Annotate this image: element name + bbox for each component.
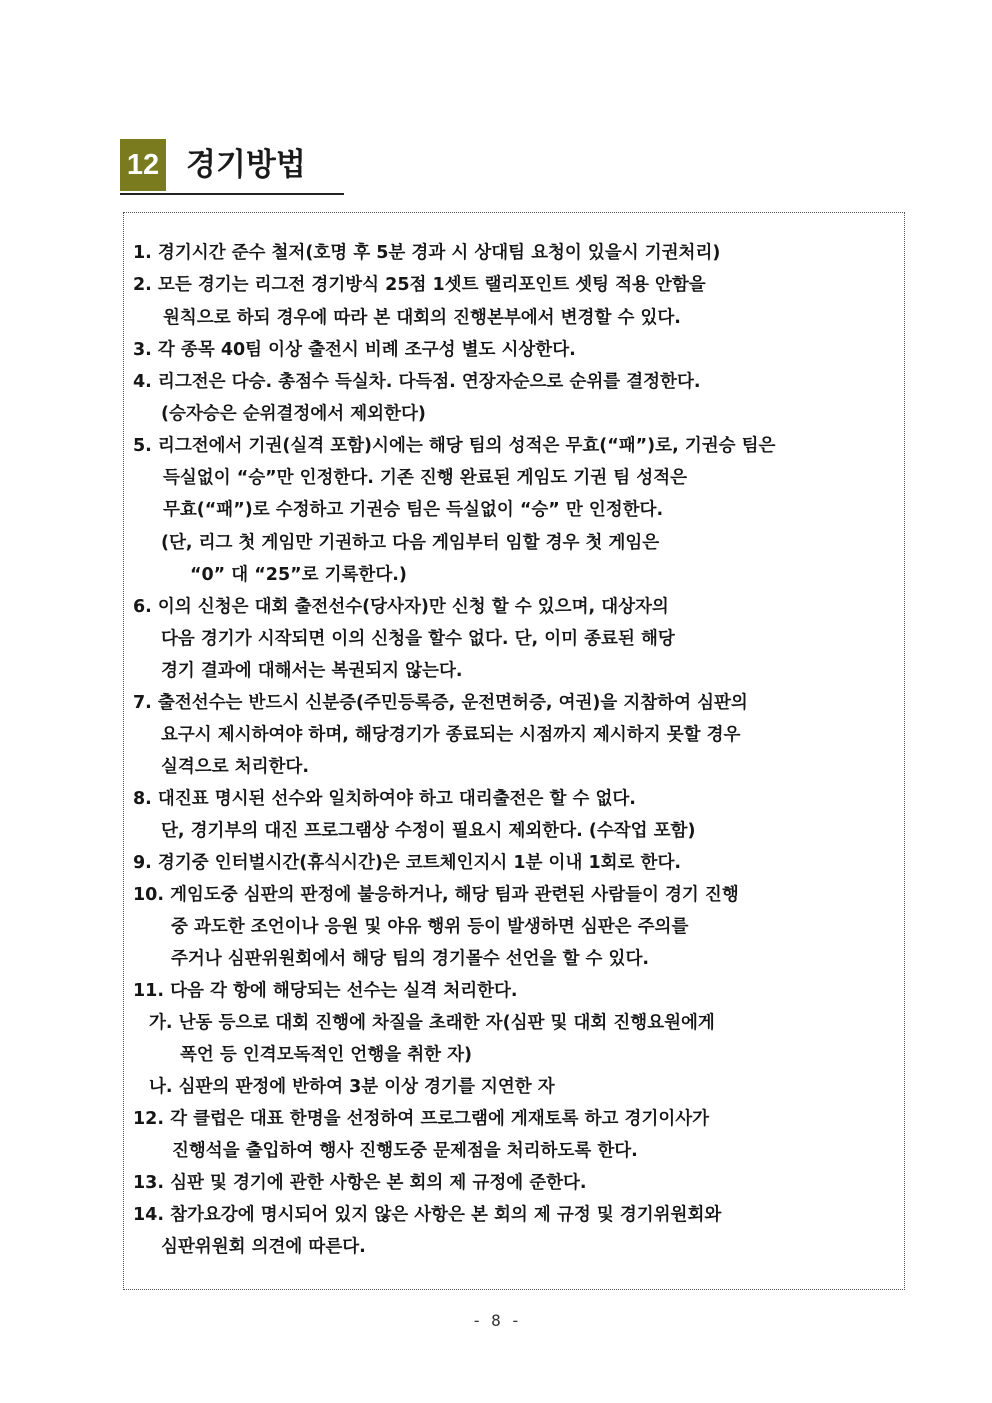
- rule-line: 득실없이 “승”만 인정한다. 기존 진행 완료된 게임도 기권 팀 성적은: [163, 468, 688, 488]
- rule-line: 요구시 제시하여야 하며, 해당경기가 종료되는 시점까지 제시하지 못할 경우: [161, 725, 741, 745]
- rule-line: 1. 경기시간 준수 철저(호명 후 5분 경과 시 상대팀 요청이 있을시 기권처리): [133, 243, 721, 263]
- rule-line: (승자승은 순위결정에서 제외한다): [161, 404, 426, 424]
- rule-line: 4. 리그전은 다승. 총점수 득실차. 다득점. 연장자순으로 순위를 결정한다.: [133, 372, 701, 392]
- rule-line: 폭언 등 인격모독적인 언행을 취한 자): [180, 1045, 473, 1065]
- rule-line: 진행석을 출입하여 행사 진행도중 문제점을 처리하도록 한다.: [172, 1141, 638, 1161]
- rule-line: 다음 경기가 시작되면 이의 신청을 할수 없다. 단, 이미 종료된 해당: [161, 629, 675, 649]
- rule-line: 중 과도한 조언이나 응원 및 야유 행위 등이 발생하면 심판은 주의를: [171, 917, 689, 937]
- rule-line: 13. 심판 및 경기에 관한 사항은 본 회의 제 규정에 준한다.: [133, 1173, 587, 1193]
- rule-line: 3. 각 종목 40팀 이상 출전시 비례 조구성 별도 시상한다.: [133, 340, 576, 360]
- section-heading: [120, 139, 344, 195]
- rule-line: 나. 심판의 판정에 반하여 3분 이상 경기를 지연한 자: [149, 1077, 555, 1097]
- rule-line: (단, 리그 첫 게임만 기권하고 다음 게임부터 임할 경우 첫 게임은: [161, 533, 660, 553]
- rule-line: 심판위원회 의견에 따른다.: [161, 1237, 366, 1257]
- rule-line: 가. 난동 등으로 대회 진행에 차질을 초래한 자(심판 및 대회 진행요원에게: [149, 1013, 715, 1033]
- rule-line: 경기 결과에 대해서는 복권되지 않는다.: [161, 661, 463, 681]
- rule-line: 실격으로 처리한다.: [161, 757, 309, 777]
- rule-line: 5. 리그전에서 기권(실격 포함)시에는 해당 팀의 성적은 무효(“패”)로, 기권승 팀은: [133, 436, 776, 456]
- section-title: 경기방법: [186, 147, 306, 183]
- rule-line: 무효(“패”)로 수정하고 기권승 팀은 득실없이 “승” 만 인정한다.: [163, 500, 664, 520]
- rule-line: 14. 참가요강에 명시되어 있지 않은 사항은 본 회의 제 규정 및 경기위원회와: [133, 1205, 722, 1225]
- page-number: - 8 -: [471, 1311, 521, 1330]
- section-number-badge: 12: [120, 139, 166, 191]
- rule-line: 11. 다음 각 항에 해당되는 선수는 실격 처리한다.: [133, 981, 518, 1001]
- rule-line: 6. 이의 신청은 대회 출전선수(당사자)만 신청 할 수 있으며, 대상자의: [133, 597, 669, 617]
- rule-line: 8. 대진표 명시된 선수와 일치하여야 하고 대리출전은 할 수 없다.: [133, 789, 636, 809]
- rule-line: 단, 경기부의 대진 프로그램상 수정이 필요시 제외한다. (수작업 포함): [161, 821, 696, 841]
- rule-line: 7. 출전선수는 반드시 신분증(주민등록증, 운전면허증, 여권)을 지참하여 심판의: [133, 693, 748, 713]
- rule-line: 9. 경기중 인터벌시간(휴식시간)은 코트체인지시 1분 이내 1회로 한다.: [133, 853, 681, 873]
- rule-line: 12. 각 클럽은 대표 한명을 선정하여 프로그램에 게재토록 하고 경기이사가: [133, 1109, 710, 1129]
- rule-line: 주거나 심판위원회에서 해당 팀의 경기몰수 선언을 할 수 있다.: [171, 949, 650, 969]
- rule-line: “0” 대 “25”로 기록한다.): [190, 565, 407, 585]
- rule-line: 2. 모든 경기는 리그전 경기방식 25점 1셋트 랠리포인트 셋팅 적용 안함을: [133, 275, 706, 295]
- rule-line: 원칙으로 하되 경우에 따라 본 대회의 진행본부에서 변경할 수 있다.: [163, 308, 681, 328]
- rule-line: 10. 게임도중 심판의 판정에 불응하거나, 해당 팀과 관련된 사람들이 경기 진행: [133, 885, 739, 905]
